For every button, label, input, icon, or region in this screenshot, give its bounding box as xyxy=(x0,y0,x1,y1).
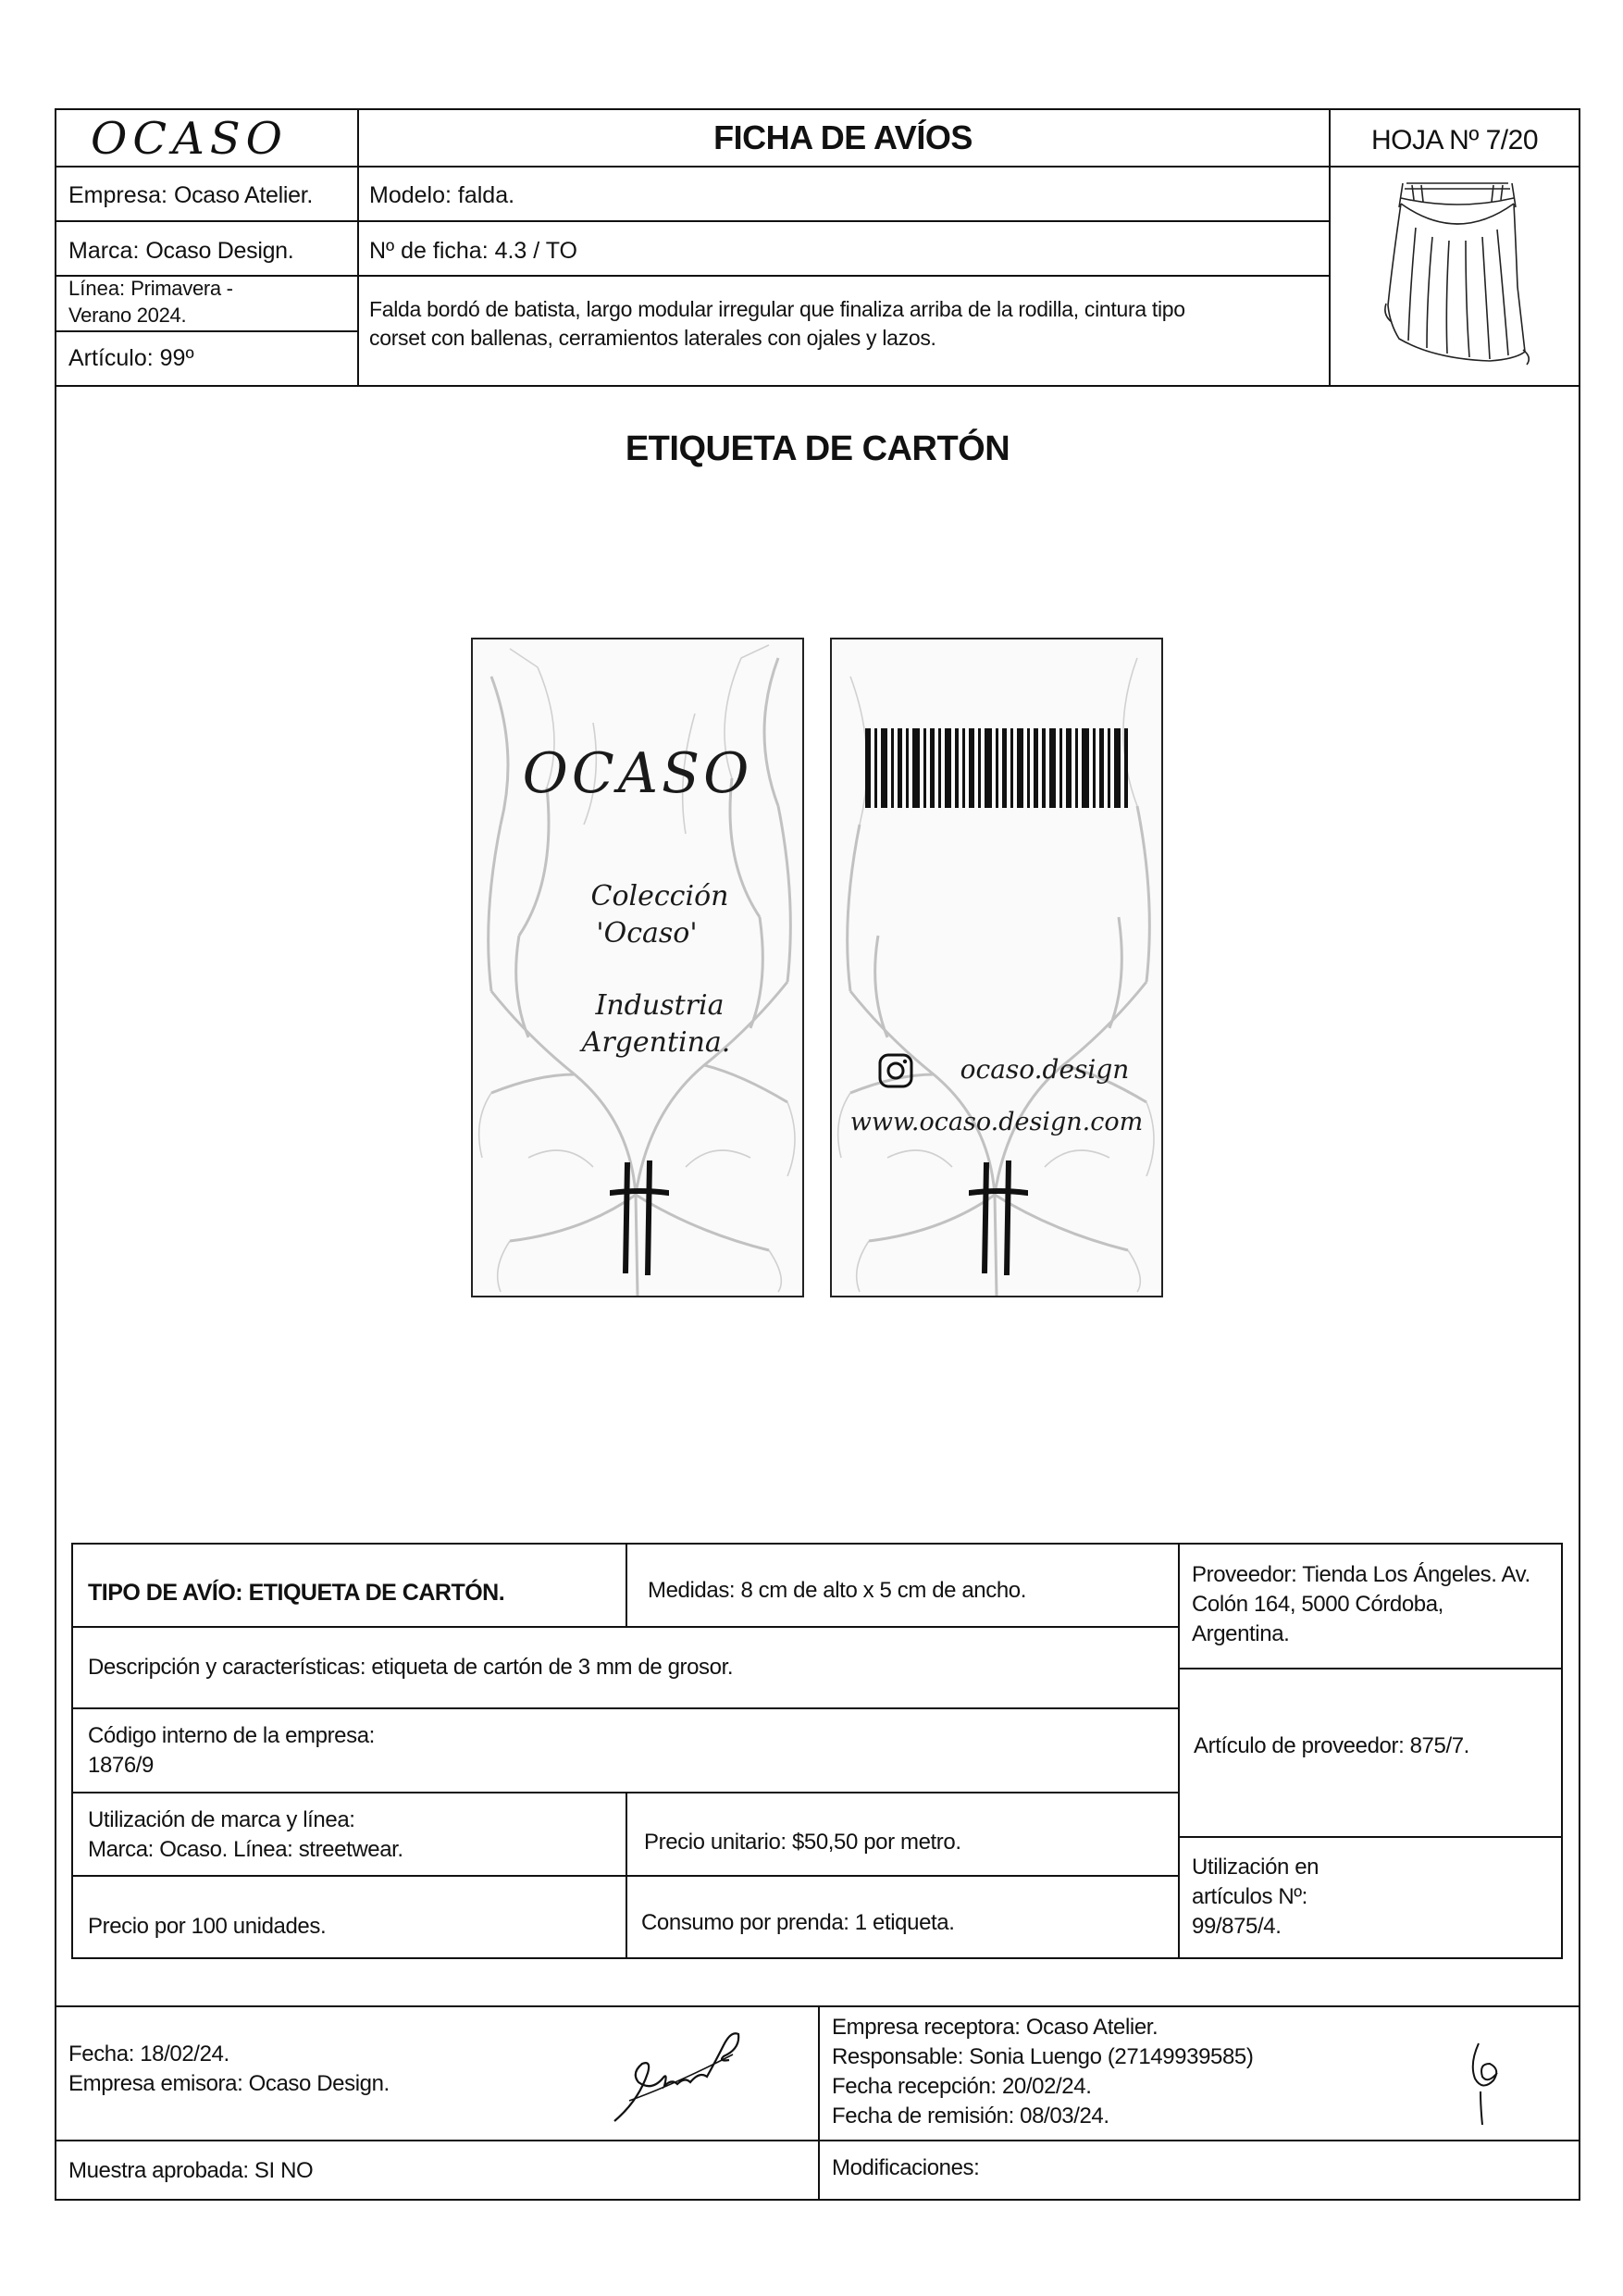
tag-front-argentina: Argentina. xyxy=(581,1026,731,1059)
details-col1-divider-top xyxy=(626,1543,627,1627)
double-cross-icon xyxy=(966,1158,1031,1278)
consumo-prenda: Consumo por prenda: 1 etiqueta. xyxy=(641,1910,955,1935)
descripcion-line-2: corset con ballenas, cerramientos laterales con ojales y lazos. xyxy=(369,326,936,350)
proveedor-line-1: Proveedor: Tienda Los Ángeles. Av. xyxy=(1192,1562,1530,1587)
proveedor-line-2: Colón 164, 5000 Córdoba, xyxy=(1192,1591,1443,1617)
tag-front-coleccion: Colección xyxy=(590,880,729,912)
header-bottom-divider xyxy=(55,385,1580,387)
utilizacion-label: Utilización de marca y línea: xyxy=(88,1807,355,1832)
codigo-interno xyxy=(88,1721,375,1781)
codigo-label: Código interno de la empresa: xyxy=(88,1723,375,1748)
marca-value: Ocaso Design. xyxy=(145,238,294,264)
responsable: Responsable: Sonia Luengo (27149939585) xyxy=(832,2043,1254,2069)
tag-front-logo: OCASO xyxy=(522,741,753,806)
details-right-row1-divider xyxy=(1178,1668,1563,1669)
empresa-receptora: Empresa receptora: Ocaso Atelier. xyxy=(832,2015,1158,2040)
page-title: FICHA DE AVÍOS xyxy=(713,118,973,156)
fecha-recepcion: Fecha recepción: 20/02/24. xyxy=(832,2073,1092,2099)
tag-back-instagram: ocaso.design xyxy=(960,1054,1130,1085)
muestra-aprobada: Muestra aprobada: SI NO xyxy=(68,2158,314,2183)
proveedor xyxy=(1192,1560,1530,1649)
precio-100: Precio por 100 unidades. xyxy=(88,1914,327,1939)
skirt-sketch xyxy=(1379,176,1536,375)
descripcion-line-1: Falda bordó de batista, largo modular irregular que finaliza arriba de la rodilla, cintura tipo xyxy=(369,297,1185,321)
empresa-emisora: Empresa emisora: Ocaso Design. xyxy=(68,2070,390,2096)
marca-label: Marca: xyxy=(68,238,140,264)
utilizacion-articulos-line-2: artículos Nº: xyxy=(1192,1883,1307,1909)
ficha-field: Nº de ficha: 4.3 / TO xyxy=(369,238,577,264)
marca-field xyxy=(68,237,293,266)
articulo-field: Artículo: 99º xyxy=(68,345,194,371)
fecha: Fecha: 18/02/24. xyxy=(68,2042,229,2066)
tag-back xyxy=(830,638,1163,1297)
details-row2-divider xyxy=(71,1707,1179,1709)
utilizacion-marca xyxy=(88,1806,403,1865)
utilizacion-value: Marca: Ocaso. Línea: streetwear. xyxy=(88,1836,403,1862)
barcode xyxy=(865,728,1128,808)
linea-field xyxy=(68,276,233,329)
signature-emisor xyxy=(611,2017,750,2128)
linea-value-1: Primavera - xyxy=(130,277,233,300)
utilizacion-articulos-line-1: Utilización en xyxy=(1192,1855,1319,1880)
sheet-number: HOJA Nº 7/20 xyxy=(1370,125,1539,155)
empresa-field xyxy=(68,181,313,210)
tag-back-website: www.ocaso.design.com xyxy=(849,1108,1144,1136)
linea-value-2: Verano 2024. xyxy=(68,303,187,327)
empresa-value: Ocaso Atelier. xyxy=(173,182,313,208)
utilizacion-articulos xyxy=(1192,1853,1319,1942)
footer-receptor xyxy=(832,2013,1253,2131)
header-row2-divider xyxy=(55,220,1330,222)
footer-emisor xyxy=(68,2040,390,2099)
header-linea-divider xyxy=(55,330,358,332)
proveedor-line-3: Argentina. xyxy=(1192,1620,1290,1646)
details-right-row2-divider xyxy=(1178,1836,1563,1838)
tipo-avio: TIPO DE AVÍO: ETIQUETA DE CARTÓN. xyxy=(88,1580,505,1606)
codigo-value: 1876/9 xyxy=(88,1752,155,1778)
details-col1-divider-bottom xyxy=(626,1792,627,1959)
section-title: ETIQUETA DE CARTÓN xyxy=(625,429,1010,468)
details-col2-divider xyxy=(1178,1543,1180,1959)
empresa-label: Empresa: xyxy=(68,182,167,208)
footer-col-divider xyxy=(818,2005,820,2201)
utilizacion-articulos-line-3: 99/875/4. xyxy=(1192,1913,1282,1939)
modificaciones: Modificaciones: xyxy=(832,2155,980,2180)
precio-unitario: Precio unitario: $50,50 por metro. xyxy=(644,1830,961,1855)
double-cross-icon xyxy=(607,1158,672,1278)
tag-front-ocaso: 'Ocaso' xyxy=(596,917,698,949)
descripcion-caracteristicas: Descripción y características: etiqueta de cartón de 3 mm de grosor. xyxy=(88,1655,734,1680)
medidas: Medidas: 8 cm de alto x 5 cm de ancho. xyxy=(648,1578,1027,1603)
modelo-field: Modelo: falda. xyxy=(369,182,515,208)
articulo-proveedor: Artículo de proveedor: 875/7. xyxy=(1194,1733,1469,1758)
brand-logo: OCASO xyxy=(91,113,288,165)
linea-label: Línea: xyxy=(68,277,126,300)
signature-receptor xyxy=(1464,2036,1510,2128)
header-row3-divider xyxy=(55,275,1330,277)
tag-front xyxy=(471,638,804,1297)
tag-front-industria: Industria xyxy=(595,989,725,1022)
fecha-remision: Fecha de remisión: 08/03/24. xyxy=(832,2103,1109,2128)
